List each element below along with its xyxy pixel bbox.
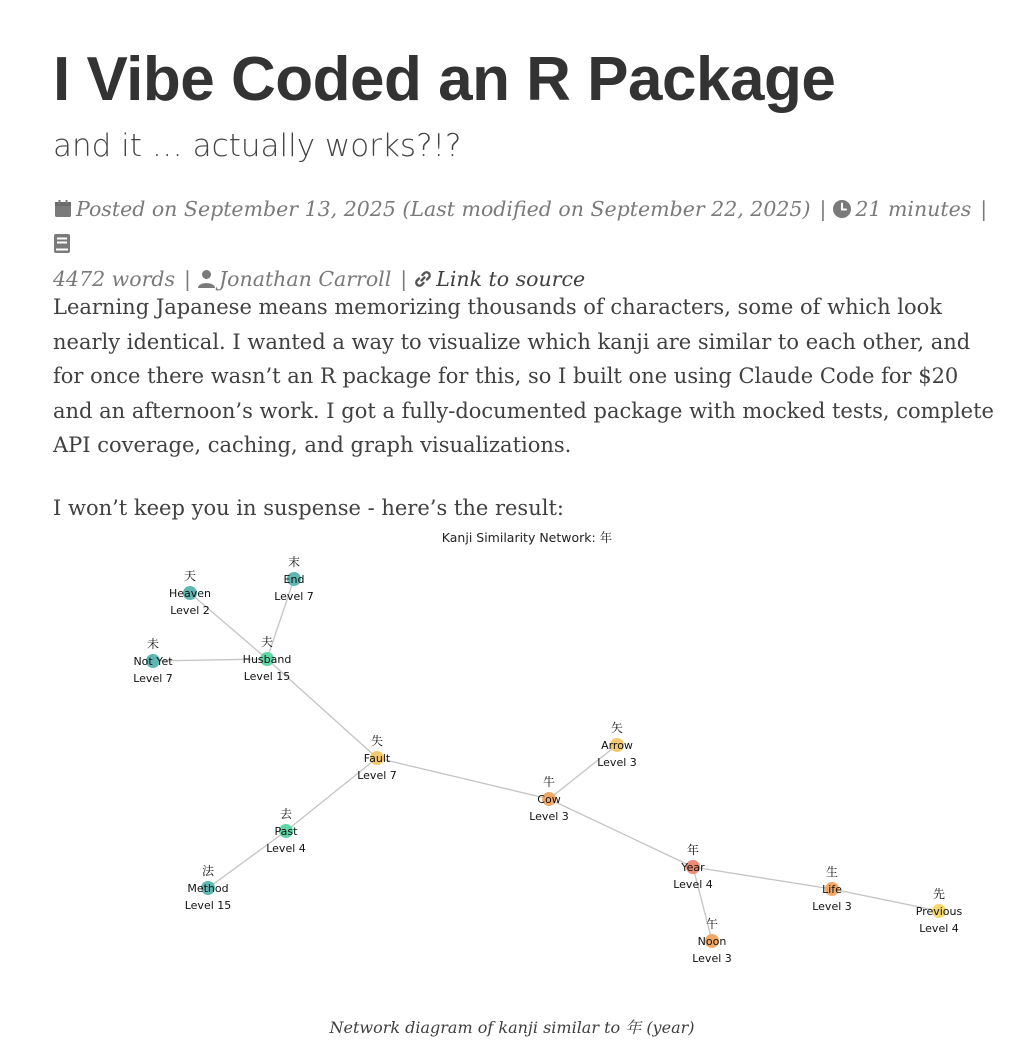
network-node-previous	[916, 886, 963, 935]
network-edge-year-life	[693, 867, 832, 889]
source-link[interactable]	[413, 267, 585, 291]
meta-separator: |	[819, 197, 827, 221]
node-meaning-label: Arrow	[601, 739, 633, 752]
result-paragraph: I won’t keep you in suspense - here’s the result:	[53, 496, 564, 520]
node-level-label: Level 4	[919, 922, 959, 935]
network-edge-heaven-husband	[190, 593, 267, 659]
network-node-noon	[692, 916, 732, 965]
node-kanji-label: 未	[146, 637, 160, 651]
meta-separator: |	[980, 197, 988, 221]
node-meaning-label: Heaven	[168, 587, 212, 600]
node-level-label: Level 15	[184, 899, 232, 912]
posted-date: Posted on September 13, 2025	[76, 197, 396, 221]
node-level-label: Level 3	[692, 952, 732, 965]
reading-time: 21 minutes	[855, 197, 972, 221]
network-node-husband	[243, 634, 292, 683]
author-name: Jonathan Carroll	[218, 267, 392, 291]
node-level-label: Level 3	[597, 756, 637, 769]
node-meaning-label: Cow	[537, 793, 561, 806]
node-kanji-label: 夫	[260, 635, 274, 649]
intro-paragraph: Learning Japanese means memorizing thousands of characters, some of which look nearly identical. I wanted a way to visualize which kanji are similar to each other, and for once there wasn’t an R package for this, so I built one using Claude Code for $20 and an afternoon’s work. I got a fully-documented package with mocked tests, complete API coverage, caching, and graph visualizations.	[53, 295, 994, 457]
clock-icon	[832, 196, 852, 228]
network-node-year	[673, 842, 713, 891]
source-link-label[interactable]: Link to source	[436, 267, 586, 291]
network-node-heaven	[169, 569, 211, 617]
node-level-label: Level 7	[274, 590, 314, 603]
network-node-past	[266, 806, 306, 855]
figure-caption: Network diagram of kanji similar to 年 (year)	[329, 1018, 695, 1037]
node-meaning-label: Life	[822, 883, 842, 896]
node-kanji-label: 法	[201, 864, 215, 878]
node-kanji-label: 天	[183, 569, 197, 583]
network-edge-fault-cow	[377, 758, 549, 799]
node-kanji-label: 午	[705, 917, 719, 931]
figure-title: Kanji Similarity Network: 年	[441, 530, 613, 545]
node-meaning-label: Previous	[915, 905, 963, 918]
node-level-label: Level 7	[133, 672, 173, 685]
network-node-cow	[529, 774, 569, 823]
book-icon	[53, 231, 71, 263]
node-meaning-label: Year	[681, 861, 705, 874]
node-kanji-label: 去	[279, 807, 293, 821]
node-meaning-label: Not Yet	[133, 655, 173, 668]
page-title: I Vibe Coded an R Package	[53, 45, 836, 114]
node-kanji-label: 生	[825, 865, 839, 879]
network-edge-past-method	[208, 831, 286, 888]
post-meta	[53, 193, 998, 298]
node-level-label: Level 3	[812, 900, 852, 913]
network-edge-cow-year	[549, 799, 693, 867]
network-node-method	[185, 863, 232, 912]
node-meaning-label: Husband	[242, 653, 292, 666]
page-subtitle: and it … actually works?!?	[53, 128, 462, 164]
network-node-end	[274, 554, 314, 603]
node-meaning-label: Method	[187, 882, 229, 895]
node-kanji-label: 年	[686, 843, 700, 857]
nodes-layer	[133, 554, 962, 965]
network-node-fault	[357, 733, 397, 782]
node-level-label: Level 2	[170, 604, 210, 617]
node-level-label: Level 4	[673, 878, 713, 891]
node-kanji-label: 失	[370, 734, 384, 748]
kanji-network-figure	[0, 520, 1024, 1000]
node-meaning-label: Noon	[697, 935, 727, 948]
network-edge-cow-arrow	[549, 745, 617, 799]
node-meaning-label: Past	[274, 825, 298, 838]
node-meaning-label: Fault	[363, 752, 391, 765]
network-node-arrow	[597, 721, 637, 769]
modified-date: (Last modified on September 22, 2025)	[402, 197, 811, 221]
node-kanji-label: 末	[287, 555, 301, 569]
calendar-icon	[53, 196, 73, 228]
node-kanji-label: 先	[932, 887, 946, 901]
node-level-label: Level 4	[266, 842, 306, 855]
node-kanji-label: 矢	[610, 721, 624, 735]
meta-separator: |	[400, 267, 408, 291]
node-meaning-label: End	[283, 573, 305, 586]
node-level-label: Level 3	[529, 810, 569, 823]
node-level-label: Level 7	[357, 769, 397, 782]
node-kanji-label: 牛	[542, 775, 556, 789]
node-level-label: Level 15	[243, 670, 291, 683]
network-node-life	[812, 864, 852, 913]
network-node-notyet	[133, 636, 173, 685]
meta-separator: |	[184, 267, 191, 291]
word-count: 4472 words	[53, 267, 176, 291]
